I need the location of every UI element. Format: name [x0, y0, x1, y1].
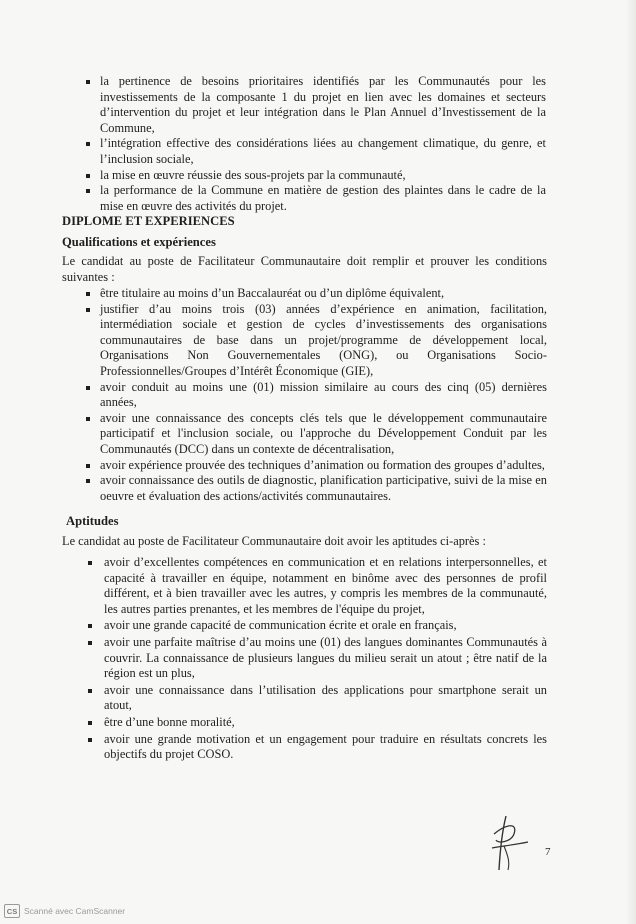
list-item — [100, 473, 547, 504]
camscanner-logo-icon: CS — [4, 904, 20, 918]
list-item — [100, 168, 546, 184]
scanner-footer-text: Scanné avec CamScanner — [24, 906, 126, 916]
list-item-text: justifier d’au moins trois (03) années d’expérience en animation, facilitation, intermédiation sociale et gestion de cycles d’investissements des organisations communautaires de base dans un projet/programme de développement local, Organisations Non Gouvernementales (ONG), ou Organisations Socio-Professionnelles/Groupes d’Intérêt Économique (GIE), — [100, 301, 547, 378]
scanner-footer — [4, 904, 125, 918]
handwritten-signature — [484, 812, 534, 872]
bullet-icon — [88, 641, 92, 645]
bullet-icon — [86, 142, 90, 146]
list-item-text: avoir une connaissance des concepts clés tels que le développement communautaire participatif et l'inclusion sociale, ou l'approche du Développement Conduit par les Communautés (DCC) dans un contexte de décentralisation, — [100, 410, 547, 456]
list-item-text: avoir conduit au moins une (01) mission similaire au cours des cinq (05) dernières années, — [100, 379, 547, 410]
list-item-text: avoir une grande capacité de communication écrite et orale en français, — [104, 618, 457, 633]
bullet-icon — [86, 479, 90, 483]
list-item — [100, 136, 546, 167]
list-item — [104, 732, 547, 763]
list-item — [100, 286, 547, 302]
list-item — [100, 183, 546, 214]
bullet-icon — [88, 624, 92, 628]
page-number: 7 — [545, 846, 551, 858]
list-item — [100, 458, 547, 474]
bullet-icon — [86, 189, 90, 193]
list-item-text: avoir une parfaite maîtrise d’au moins une (01) des langues dominantes Communautés à couvrir. La connaissance de plusieurs langues du milieu serait un atout ; être natif de la région est un plus, — [104, 634, 547, 681]
list-item-text: la mise en œuvre réussie des sous-projets par la communauté, — [100, 167, 406, 182]
bullet-icon — [88, 689, 92, 693]
list-item-text: la pertinence de besoins prioritaires identifiés par les Communautés pour les investissements de la composante 1 du projet en lien avec les domaines et secteurs d’intervention du projet et leur intégration dans le Plan Annuel d’Investissement de la Commune, — [100, 74, 546, 135]
list-item-text: être titulaire au moins d’un Baccalauréat ou d’un diplôme équivalent, — [100, 286, 445, 300]
bullet-icon — [88, 561, 92, 565]
qualifications-intro: Le candidat au poste de Facilitateur Communautaire doit remplir et prouver les conditions suivantes : — [62, 254, 547, 284]
bullet-icon — [86, 174, 90, 178]
list-item — [104, 555, 547, 617]
list-item — [104, 683, 547, 714]
bullet-icon — [86, 80, 90, 84]
bullet-icon — [86, 292, 90, 296]
list-item-text: l’intégration effective des considérations liées au changement climatique, du genre, et l’inclusion sociale, — [100, 136, 546, 166]
list-item-text: avoir une connaissance dans l’utilisation des applications pour smartphone serait un atout, — [104, 682, 547, 713]
list-item-text: la performance de la Commune en matière de gestion des plaintes dans le cadre de la mise en œuvre des activités du projet. — [100, 183, 546, 213]
bullet-icon — [88, 721, 92, 725]
bullet-icon — [86, 386, 90, 390]
bullet-icon — [86, 308, 90, 312]
list-item — [104, 618, 547, 634]
list-item — [104, 635, 547, 682]
list-item-text: avoir d’excellentes compétences en communication et en relations interpersonnelles, et capacité à travailler en équipe, notamment en binôme avec des personnes de profil différent, et à bien travailler avec les autres, y compris les membres de la communauté, les autres parties prenantes, et les membres de l'équipe du projet, — [104, 555, 547, 616]
list-item-text: être d’une bonne moralité, — [104, 714, 235, 729]
aptitudes-list — [104, 555, 547, 764]
aptitudes-intro: Le candidat au poste de Facilitateur Communautaire doit avoir les aptitudes ci-après : — [62, 534, 486, 548]
qualifications-list — [100, 286, 547, 504]
list-item-text: avoir connaissance des outils de diagnostic, planification participative, suivi de la mise en oeuvre et évaluation des actions/activités communautaires. — [100, 473, 547, 503]
list-item — [100, 302, 547, 380]
list-item-text: avoir une grande motivation et un engagement pour traduire en résultats concrets les objectifs du projet COSO. — [104, 731, 547, 762]
list-item-text: avoir expérience prouvée des techniques d’animation ou formation des groupes d’adultes, — [100, 457, 545, 472]
bullet-icon — [86, 464, 90, 468]
section-heading-diplome: DIPLOME ET EXPERIENCES — [62, 214, 235, 228]
list-item — [100, 411, 547, 458]
bullet-icon — [86, 417, 90, 421]
page-edge-shadow — [626, 0, 636, 924]
list-item — [104, 715, 547, 731]
list-item — [100, 74, 546, 136]
bullet-icon — [88, 738, 92, 742]
subheading-qualifications: Qualifications et expériences — [62, 235, 216, 249]
evaluation-criteria-list — [100, 74, 546, 214]
list-item — [100, 380, 547, 411]
subheading-aptitudes: Aptitudes — [66, 514, 119, 528]
